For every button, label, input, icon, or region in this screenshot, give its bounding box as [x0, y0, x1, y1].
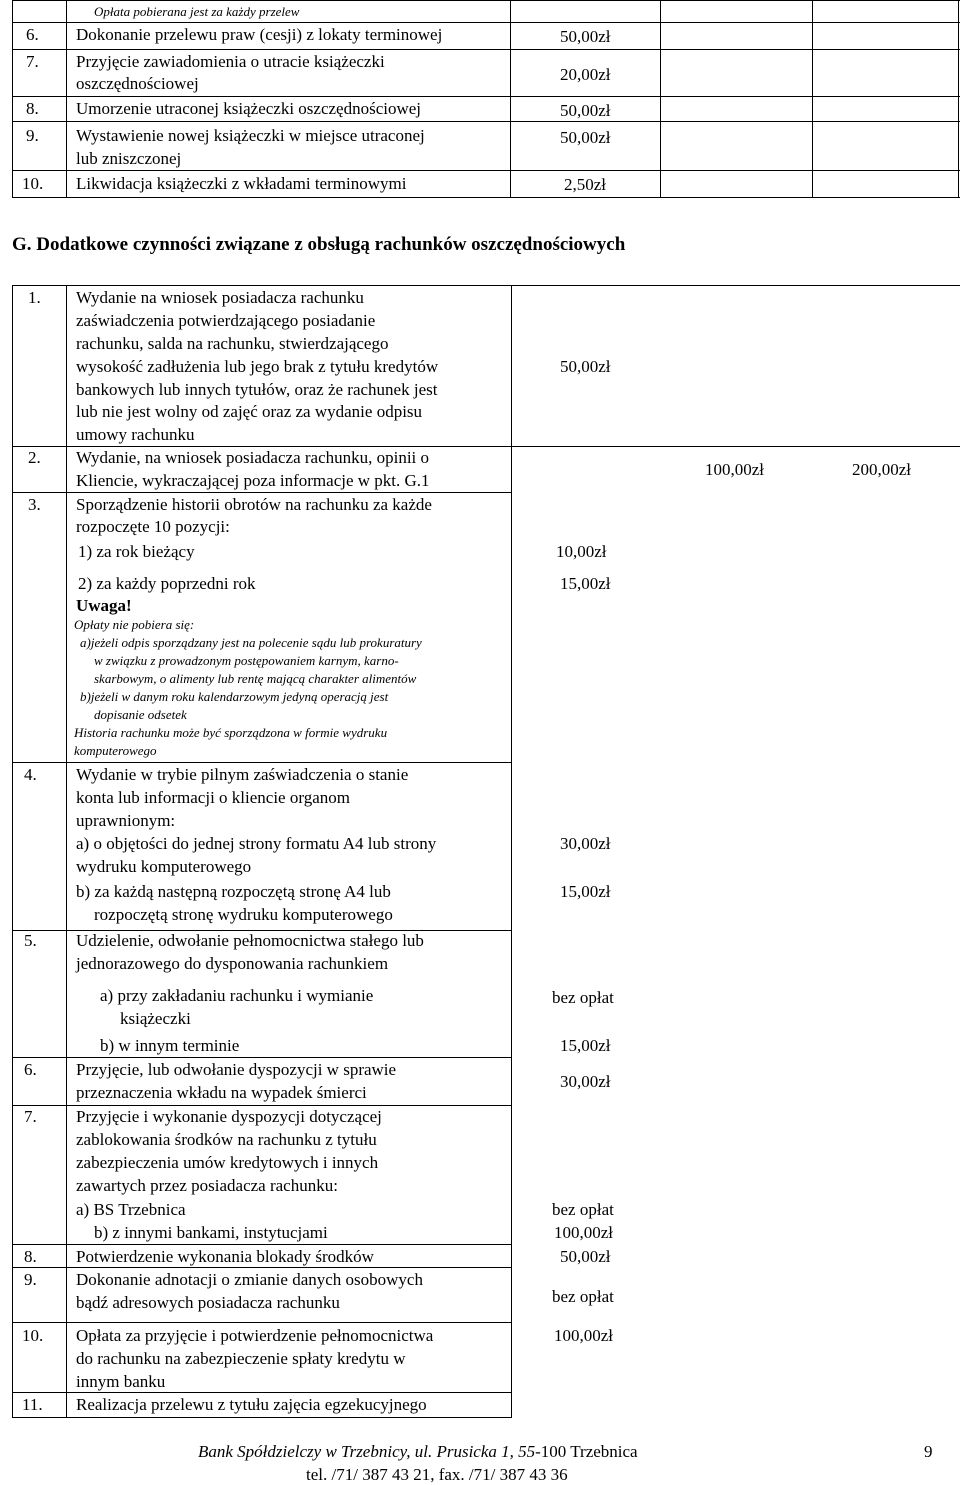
item-number: 9.: [24, 1270, 37, 1289]
item10-line: Opłata za przyjęcie i potwierdzenie pełnomocnictwa: [76, 1326, 434, 1345]
row-number: 8.: [26, 99, 39, 118]
item7-price-a: bez opłat: [552, 1200, 614, 1219]
item8-price: 50,00zł: [560, 1247, 611, 1266]
item5-line: jednorazowego do dysponowania rachunkiem: [76, 954, 389, 973]
transfer-fee-note: Opłata pobierana jest za każdy przelew: [94, 4, 300, 19]
item1-line: Wydanie na wniosek posiadacza rachunku: [76, 288, 364, 307]
item4-price-a: 30,00zł: [560, 834, 611, 853]
item-number: 5.: [24, 931, 37, 950]
row-description-cont: oszczędnościowej: [76, 74, 199, 93]
row-number: 7.: [26, 52, 39, 71]
item10-price: 100,00zł: [554, 1326, 614, 1345]
item5-sub-a: a) przy zakładaniu rachunku i wymianie: [100, 986, 374, 1005]
row-description: Umorzenie utraconej książeczki oszczędnościowej: [76, 99, 422, 118]
item3-note: skarbowym, o alimenty lub rentę mającą charakter alimentów: [94, 671, 417, 686]
item-number: 2.: [28, 448, 41, 467]
item3-note: w związku z prowadzonym postępowaniem karnym, karno-: [94, 653, 399, 668]
item7-sub-b: b) z innymi bankami, instytucjami: [94, 1223, 328, 1242]
item2-price-min: 100,00zł: [705, 460, 765, 479]
item3-warning: Uwaga!: [76, 596, 132, 615]
item-number: 8.: [24, 1247, 37, 1266]
item11-text: Realizacja przelewu z tytułu zajęcia egzekucyjnego: [76, 1395, 427, 1414]
item3-note: komputerowego: [74, 743, 157, 758]
row-price: 20,00zł: [560, 65, 611, 84]
item9-line: bądź adresowych posiadacza rachunku: [76, 1293, 340, 1312]
item2-line: Wydanie, na wniosek posiadacza rachunku, opinii o: [76, 448, 430, 467]
item5-price-a: bez opłat: [552, 988, 614, 1007]
item3-sub1-price: 10,00zł: [556, 542, 607, 561]
item-number: 3.: [28, 495, 41, 514]
item7-line: zabezpieczenia umów kredytowych i innych: [76, 1153, 379, 1172]
item4-line: konta lub informacji o kliencie organom: [76, 788, 350, 807]
item-number: 11.: [22, 1395, 43, 1414]
item-number: 7.: [24, 1107, 37, 1126]
item7-line: Przyjęcie i wykonanie dyspozycji dotyczącej: [76, 1107, 382, 1126]
item4-line: uprawnionym:: [76, 811, 176, 830]
row-number: 10.: [22, 174, 44, 193]
row-description-cont: lub zniszczonej: [76, 149, 182, 168]
item1-line: zaświadczenia potwierdzającego posiadanie: [76, 311, 376, 330]
footer-contact: tel. /71/ 387 43 21, fax. /71/ 387 43 36: [306, 1465, 568, 1484]
item-number: 10.: [22, 1326, 44, 1345]
row-number: 9.: [26, 126, 39, 145]
item10-line: innym banku: [76, 1372, 166, 1391]
item2-line: Kliencie, wykraczającej poza informacje w pkt. G.1: [76, 471, 430, 490]
item1-line: umowy rachunku: [76, 425, 195, 444]
item10-line: do rachunku na zabezpieczenie spłaty kredytu w: [76, 1349, 406, 1368]
item8-text: Potwierdzenie wykonania blokady środków: [76, 1247, 374, 1266]
item2-price-max: 200,00zł: [852, 460, 912, 479]
item5-price-b: 15,00zł: [560, 1036, 611, 1055]
item-number: 1.: [28, 288, 41, 307]
item7-line: zawartych przez posiadacza rachunku:: [76, 1176, 338, 1195]
item5-sub-a-cont: książeczki: [120, 1009, 191, 1028]
row-price: 50,00zł: [560, 128, 611, 147]
page-number: 9: [924, 1442, 933, 1461]
footer-postcode: -100 Trzebnica: [535, 1442, 638, 1461]
item3-sub1: 1) za rok bieżący: [78, 542, 195, 561]
item3-note: b)jeżeli w danym roku kalendarzowym jedyną operacją jest: [80, 689, 389, 704]
item1-line: wysokość zadłużenia lub jego brak z tytułu kredytów: [76, 357, 439, 376]
row-price: 2,50zł: [564, 175, 607, 194]
footer-address: [198, 1441, 638, 1462]
item3-line: rozpoczęte 10 pozycji:: [76, 517, 230, 536]
item4-price-b: 15,00zł: [560, 882, 611, 901]
item3-line: Sporządzenie historii obrotów na rachunku za każde: [76, 495, 432, 514]
item3-sub2-price: 15,00zł: [560, 574, 611, 593]
section-g-heading: G. Dodatkowe czynności związane z obsługą rachunków oszczędnościowych: [12, 234, 626, 255]
item5-sub-b: b) w innym terminie: [100, 1036, 240, 1055]
row-description: Dokonanie przelewu praw (cesji) z lokaty terminowej: [76, 25, 443, 44]
item1-line: rachunku, salda na rachunku, stwierdzającego: [76, 334, 389, 353]
item4-sub-a: a) o objętości do jednej strony formatu A4 lub strony: [76, 834, 437, 853]
item-number: 6.: [24, 1060, 37, 1079]
item3-note: a)jeżeli odpis sporządzany jest na polecenie sądu lub prokuratury: [80, 635, 422, 650]
footer-bank-name: Bank Spółdzielczy w Trzebnicy, ul. Prusicka 1, 55: [198, 1442, 536, 1461]
item3-sub2: 2) za każdy poprzedni rok: [78, 574, 256, 593]
item4-sub-b-cont: rozpoczętą stronę wydruku komputerowego: [94, 905, 393, 924]
item7-price-b: 100,00zł: [554, 1223, 614, 1242]
item9-price: bez opłat: [552, 1287, 614, 1306]
row-description: Przyjęcie zawiadomienia o utracie książeczki: [76, 52, 385, 71]
item7-sub-a: a) BS Trzebnica: [76, 1200, 186, 1219]
row-price: 50,00zł: [560, 27, 611, 46]
item3-note: Opłaty nie pobiera się:: [74, 617, 195, 632]
item5-line: Udzielenie, odwołanie pełnomocnictwa stałego lub: [76, 931, 424, 950]
item3-note: dopisanie odsetek: [94, 707, 187, 722]
item-number: 4.: [24, 765, 37, 784]
row-description: Likwidacja książeczki z wkładami terminowymi: [76, 174, 407, 193]
item1-price: 50,00zł: [560, 357, 611, 376]
item1-line: bankowych lub innych tytułów, oraz że rachunek jest: [76, 380, 438, 399]
item6-line: Przyjęcie, lub odwołanie dyspozycji w sprawie: [76, 1060, 397, 1079]
item9-line: Dokonanie adnotacji o zmianie danych osobowych: [76, 1270, 423, 1289]
item6-price: 30,00zł: [560, 1072, 611, 1091]
row-description: Wystawienie nowej książeczki w miejsce utraconej: [76, 126, 425, 145]
item4-line: Wydanie w trybie pilnym zaświadczenia o stanie: [76, 765, 409, 784]
row-price: 50,00zł: [560, 101, 611, 120]
row-number: 6.: [26, 25, 39, 44]
item7-line: zablokowania środków na rachunku z tytułu: [76, 1130, 377, 1149]
item3-note: Historia rachunku może być sporządzona w formie wydruku: [74, 725, 388, 740]
item4-sub-b: b) za każdą następną rozpoczętą stronę A4 lub: [76, 882, 391, 901]
item4-sub-a-cont: wydruku komputerowego: [76, 857, 252, 876]
item1-line: lub nie jest wolny od zajęć oraz za wydanie odpisu: [76, 402, 423, 421]
item6-line: przeznaczenia wkładu na wypadek śmierci: [76, 1083, 367, 1102]
